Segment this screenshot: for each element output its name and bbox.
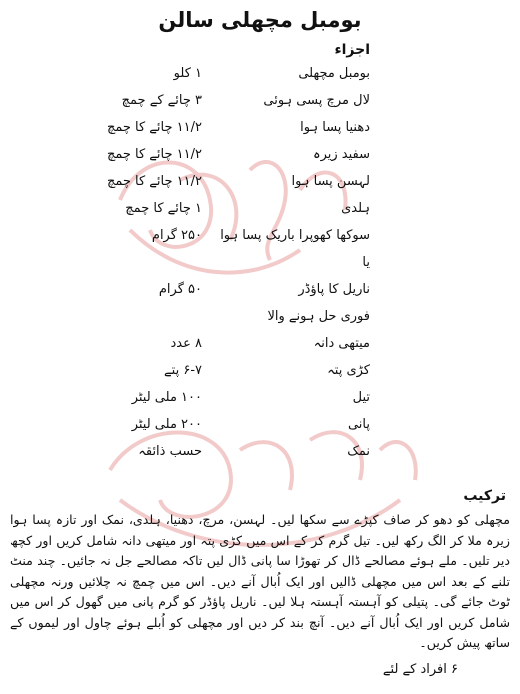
ingredient-qty: ۱ کلو	[173, 66, 202, 81]
ingredient-row	[0, 120, 520, 147]
ingredient-row	[0, 309, 520, 336]
ingredient-qty: ۲۵۰ گرام	[151, 228, 202, 243]
ingredient-qty: ۶-۷ پتے	[164, 363, 202, 378]
ingredient-qty: حسب ذائقہ	[138, 444, 202, 459]
ingredient-row	[0, 336, 520, 363]
ingredient-row	[0, 228, 520, 255]
ingredient-name: دھنیا پسا ہوا	[300, 120, 370, 135]
ingredient-name: میتھی دانہ	[313, 336, 370, 351]
ingredient-qty: ۱ چائے کا چمچ	[125, 201, 202, 216]
ingredient-name: ہلدی	[341, 201, 370, 216]
ingredient-row	[0, 201, 520, 228]
ingredient-row	[0, 390, 520, 417]
ingredient-name: کڑی پتہ	[327, 363, 370, 378]
ingredient-name: سوکھا کھوپرا باریک پسا ہوا	[220, 228, 370, 243]
ingredient-row	[0, 174, 520, 201]
ingredient-name: یا	[362, 255, 370, 270]
ingredient-row	[0, 147, 520, 174]
ingredients-heading: اجزاء	[334, 42, 370, 58]
ingredient-qty: ۱۱/۲ چائے کا چمچ	[106, 147, 202, 162]
ingredients-list	[0, 66, 520, 471]
ingredient-qty: ۱۰۰ ملی لیٹر	[131, 390, 202, 405]
ingredient-name: تیل	[352, 390, 370, 405]
ingredient-name: بومبل مچھلی	[298, 66, 370, 81]
recipe-title: بومبل مچھلی سالن	[158, 8, 362, 32]
ingredient-qty: ۲۰۰ ملی لیٹر	[131, 417, 202, 432]
ingredient-name: ناریل کا پاؤڈر	[298, 282, 370, 297]
ingredient-qty: ۵۰ گرام	[158, 282, 202, 297]
ingredient-name: لال مرچ پسی ہوئی	[263, 93, 370, 108]
ingredient-qty: ۸ عدد	[170, 336, 202, 351]
ingredient-qty: ۱۱/۲ چائے کا چمچ	[106, 120, 202, 135]
ingredient-row	[0, 93, 520, 120]
ingredient-name: نمک	[347, 444, 370, 459]
method-heading: ترکیب	[463, 488, 506, 504]
ingredient-row	[0, 444, 520, 471]
ingredient-name: فوری حل ہونے والا	[267, 309, 370, 324]
ingredient-row	[0, 417, 520, 444]
ingredient-row	[0, 282, 520, 309]
ingredient-row	[0, 255, 520, 282]
ingredient-qty: ۱۱/۲ چائے کا چمچ	[106, 174, 202, 189]
ingredient-row	[0, 66, 520, 93]
method-text: مچھلی کو دھو کر صاف کپڑے سے سکھا لیں۔ لہسن، مرچ، دھنیا، ہلدی، نمک اور تازہ پسا ہوا زیرہ ملا کر الگ رکھ لیں۔ تیل گرم کر کے اس میں کڑی پتہ اور میتھی دانہ شامل کریں اور کچھ دیر تلیں۔ ملے ہوئے مصالحے ڈال کر تھوڑا سا پانی ڈال لیں تاکہ مصالحے جل نہ جائیں۔ چند منٹ تلنے کے بعد اس میں مچھلی ڈالیں اور ایک اُبال آنے دیں۔ اس میں چمچ نہ چلائیں ورنہ مچھلی ٹوٹ جائے گی۔ پتیلی کو آہستہ آہستہ ہلا لیں۔ ناریل پاؤڈر کو گرم پانی میں گھول کر اس میں شامل کریں اور ایک اُبال آنے دیں۔ آنچ بند کر دیں اور مچھلی کو اُبلے ہوئے چاول اور لیموں کے ساتھ پیش کریں۔	[10, 512, 510, 650]
ingredient-name: پانی	[347, 417, 370, 432]
servings-note: ۶ افراد کے لئے	[382, 662, 458, 677]
ingredient-row	[0, 363, 520, 390]
ingredient-qty: ۳ چائے کے چمچ	[121, 93, 202, 108]
ingredient-name: سفید زیرہ	[312, 147, 370, 162]
ingredient-name: لہسن پسا ہوا	[291, 174, 370, 189]
